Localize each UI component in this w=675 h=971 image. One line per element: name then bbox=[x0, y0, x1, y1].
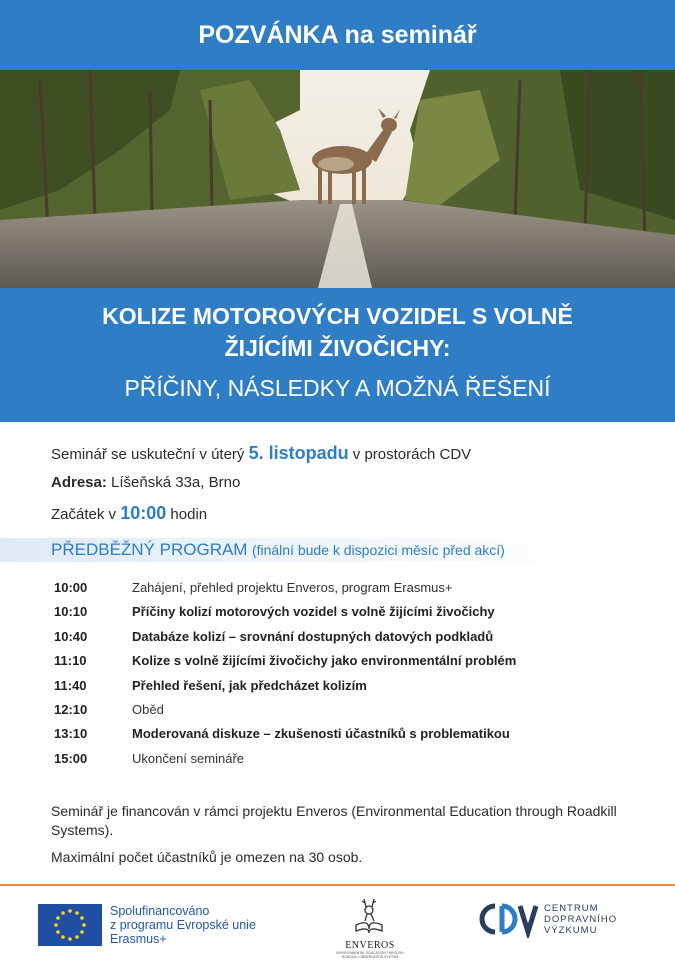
cdv-logo-icon bbox=[478, 900, 538, 938]
enveros-name: ENVEROS bbox=[345, 940, 395, 951]
schedule-text: Ukončení semináře bbox=[132, 750, 244, 766]
schedule-row bbox=[54, 722, 516, 746]
schedule-time: 10:00 bbox=[54, 580, 88, 595]
deer-road-illustration bbox=[0, 70, 675, 288]
schedule-time: 11:10 bbox=[54, 653, 87, 669]
schedule-text: Přehled řešení, jak předcházet kolizím bbox=[132, 677, 367, 693]
start-row bbox=[51, 498, 471, 528]
program-schedule bbox=[54, 576, 516, 771]
schedule-text: Zahájení, přehled projektu Enveros, program Erasmus+ bbox=[132, 580, 453, 595]
cdv-line3: VÝZKUMU bbox=[544, 924, 598, 936]
funding-note: Seminář je financován v rámci projektu Enveros (Environmental Education through Roadkill Systems). bbox=[51, 803, 617, 838]
eu-logo bbox=[38, 904, 256, 946]
cdv-text bbox=[544, 903, 617, 936]
schedule-row bbox=[54, 600, 516, 624]
seminar-date-row bbox=[51, 438, 471, 468]
header-bar bbox=[0, 0, 675, 70]
start-suffix: hodin bbox=[170, 506, 208, 523]
cdv-line1: CENTRUM bbox=[544, 902, 599, 914]
address-value: Líšeňská 33a, Brno bbox=[111, 474, 241, 491]
address-label: Adresa: bbox=[51, 474, 107, 491]
program-title: PŘEDBĚŽNÝ PROGRAM bbox=[51, 540, 248, 559]
schedule-row bbox=[54, 674, 516, 698]
seminar-subtitle: PŘÍČINY, NÁSLEDKY A MOŽNÁ ŘEŠENÍ bbox=[124, 375, 551, 401]
program-note: (finální bude k dispozici měsíc před akcí) bbox=[251, 542, 505, 558]
program-heading bbox=[51, 538, 505, 562]
enveros-sub1: ENVIRONMENTAL EDUCATION THROUGH bbox=[336, 951, 404, 955]
eu-line2: z programu Evropské unie bbox=[110, 918, 256, 932]
schedule-row bbox=[54, 649, 516, 673]
seminar-title-band bbox=[0, 288, 675, 422]
schedule-time: 11:40 bbox=[54, 677, 87, 693]
schedule-text: Databáze kolizí – srovnání dostupných datových podkladů bbox=[132, 628, 494, 644]
eu-flag-icon bbox=[38, 904, 102, 946]
address-row bbox=[51, 468, 471, 498]
schedule-time: 12:10 bbox=[54, 701, 88, 717]
schedule-row bbox=[54, 625, 516, 649]
schedule-time: 15:00 bbox=[54, 750, 88, 766]
seminar-info bbox=[51, 438, 471, 528]
enveros-logo bbox=[320, 895, 420, 959]
eu-line1: Spolufinancováno bbox=[110, 904, 210, 918]
footer-notes bbox=[51, 802, 631, 875]
start-prefix: Začátek v bbox=[51, 506, 117, 523]
cdv-line2: DOPRAVNÍHO bbox=[544, 913, 618, 925]
start-time: 10:00 bbox=[120, 503, 167, 523]
schedule-row bbox=[54, 698, 516, 722]
enveros-sub2: ROADKILL OBSERVATION SYSTEM bbox=[341, 955, 399, 959]
page-title: POZVÁNKA na seminář bbox=[198, 20, 477, 49]
schedule-text: Moderovaná diskuze – zkušenosti účastníků s problematikou bbox=[132, 726, 510, 742]
date-prefix: Seminář se uskuteční v úterý bbox=[51, 446, 245, 463]
footer-divider bbox=[0, 884, 675, 886]
schedule-text: Kolize s volně žijícími živočichy jako environmentální problém bbox=[132, 653, 517, 669]
cdv-logo bbox=[478, 900, 617, 938]
capacity-note: Maximální počet účastníků je omezen na 30 osob. bbox=[51, 849, 363, 865]
seminar-title-line1: KOLIZE MOTOROVÝCH VOZIDEL S VOLNĚ bbox=[102, 303, 573, 329]
seminar-title-line2: ŽIJÍCÍMI ŽIVOČICHY: bbox=[224, 335, 451, 361]
schedule-row bbox=[54, 576, 516, 600]
schedule-time: 10:10 bbox=[54, 604, 88, 620]
schedule-row bbox=[54, 747, 516, 771]
eu-funding-text bbox=[110, 904, 256, 946]
eu-line3: Erasmus+ bbox=[110, 932, 167, 946]
schedule-text: Příčiny kolizí motorových vozidel s volně žijícími živočichy bbox=[132, 604, 495, 620]
schedule-time: 10:40 bbox=[54, 628, 88, 644]
deer-book-icon bbox=[350, 895, 390, 935]
schedule-time: 13:10 bbox=[54, 726, 88, 742]
date-suffix: v prostorách CDV bbox=[352, 446, 472, 463]
schedule-text: Oběd bbox=[132, 701, 164, 717]
hero-photo bbox=[0, 70, 675, 288]
seminar-date: 5. listopadu bbox=[248, 443, 349, 463]
